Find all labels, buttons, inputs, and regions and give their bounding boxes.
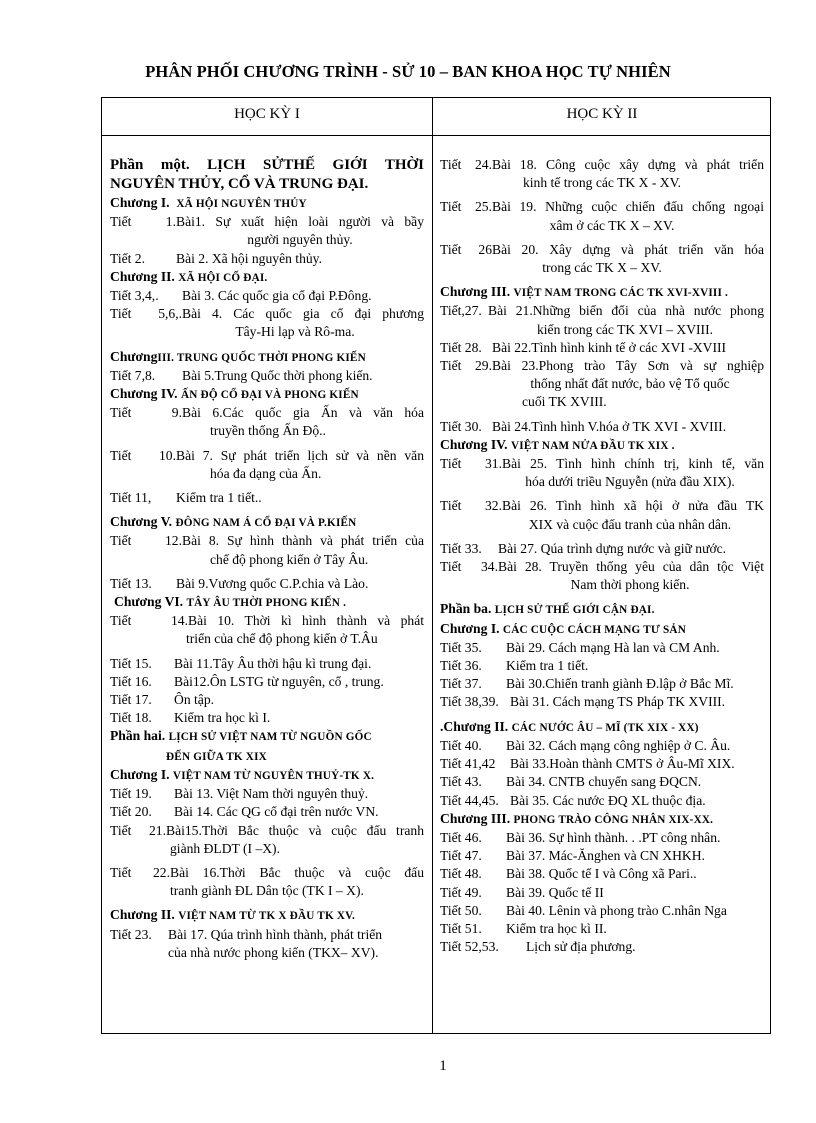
chapter-heading: .Chương II. CÁC NƯỚC ÂU – MĨ (TK XIX - XX) xyxy=(440,718,699,734)
chapter-heading: Chương VI. TÂY ÂU THỜI PHONG KIẾN . xyxy=(114,594,347,610)
page-number: 1 xyxy=(439,1058,447,1074)
part-heading: Phần hai. LỊCH SỬ VIỆT NAM TỪ NGUỒN GỐC xyxy=(110,728,372,744)
semester-1-header: HỌC KỲ I xyxy=(234,106,300,122)
lesson-item: Tiết 50. Bài 40. Lênin và phong trào C.nhân Nga xyxy=(440,902,727,918)
lesson-item: Tiết 15. Bài 11.Tây Âu thời hậu kì trung đại. xyxy=(110,655,372,671)
chapter-heading: Chương I. CÁC CUỘC CÁCH MẠNG TƯ SẢN xyxy=(440,620,686,636)
lesson-item: Tiết 44,45. Bài 35. Các nước ĐQ XL thuộc địa. xyxy=(440,792,706,808)
part-heading: Phần một. LỊCH SỬTHẾ GIỚI THỜI xyxy=(110,157,424,173)
lesson-item: Tiết 16. Bài12.Ôn LSTG từ nguyên, cổ , trung. xyxy=(110,673,384,689)
lesson-item-continued: tranh giành ĐL Dân tộc (TK I – X). xyxy=(170,883,364,899)
lesson-item: Tiết 33. Bài 27. Qúa trình dựng nước và giữ nước. xyxy=(440,540,727,556)
semester-2-header: HỌC KỲ II xyxy=(566,106,638,122)
lesson-item-continued: triển của chế độ phong kiến ở T.Âu xyxy=(186,631,378,647)
lesson-item: Tiết 47. Bài 37. Mác-Ănghen và CN XHKH. xyxy=(440,848,705,864)
lesson-item: Tiết 11, Kiểm tra 1 tiết.. xyxy=(110,490,262,506)
chapter-heading: Chương II. XÃ HỘI CỔ ĐẠI. xyxy=(110,268,268,284)
chapter-heading: Chương IV. VIỆT NAM NỬA ĐẦU TK XIX . xyxy=(440,436,675,452)
lesson-item-continued: của nhà nước phong kiến (TKX– XV). xyxy=(168,944,379,960)
lesson-item: Tiết 34. Bài 28. Truyền thống yêu của dân tộc Việt xyxy=(440,559,764,575)
lesson-item: Tiết 28. Bài 22.Tình hình kinh tế ở các XVI -XVIII xyxy=(440,339,727,355)
part-heading: ĐẾN GIỮA TK XIX xyxy=(166,750,267,763)
lesson-item: Tiết 25. Bài 19. Những cuộc chiến đấu chống ngoại xyxy=(440,199,764,215)
lesson-item-continued: xâm ở các TK X – XV. xyxy=(549,217,675,233)
lesson-item: Tiết 23. Bài 17. Qúa trình hình thành, phát triển xyxy=(110,926,383,942)
lesson-item: Tiết 40. Bài 32. Cách mạng công nghiệp ở C. Âu. xyxy=(440,737,731,753)
lesson-item: Tiết 49. Bài 39. Quốc tế II xyxy=(440,884,604,900)
lesson-item: Tiết 13. Bài 9.Vương quốc C.P.chia và Lào. xyxy=(110,575,369,591)
lesson-item: Tiết 26 Bài 20. Xây dựng và phát triển văn hóa xyxy=(440,241,764,257)
lesson-item: Tiết 22. Bài 16.Thời Bắc thuộc và cuộc đấu xyxy=(110,864,424,880)
lesson-item: Tiết 46. Bài 36. Sự hình thành. . .PT công nhân. xyxy=(440,829,721,845)
chapter-heading: Chương IV. ẤN ĐỘ CỔ ĐẠI VÀ PHONG KIẾN xyxy=(110,386,359,402)
part-heading: NGUYÊN THỦY, CỔ VÀ TRUNG ĐẠI. xyxy=(110,176,369,192)
lesson-item: Tiết 30. Bài 24.Tình hình V.hóa ở TK XVI - XVIII. xyxy=(440,418,727,434)
lesson-item-continued: Tây-Hi lạp và Rô-ma. xyxy=(235,324,355,340)
lesson-item: Tiết 52,53. Lịch sử địa phương. xyxy=(440,939,636,955)
chapter-heading: Chương V. ĐÔNG NAM Á CỔ ĐẠI VÀ P.KIẾN xyxy=(110,514,357,530)
lesson-item: Tiết 48. Bài 38. Quốc tế I và Công xã Pari.. xyxy=(440,866,697,882)
lesson-item: Tiết 37. Bài 30.Chiến tranh giành Đ.lập ở Bắc Mĩ. xyxy=(440,676,734,692)
lesson-item-continued: Nam thời phong kiến. xyxy=(570,577,690,593)
lesson-item: Tiết 7,8. Bài 5.Trung Quốc thời phong kiến. xyxy=(110,367,373,383)
lesson-item: Tiết 29. Bài 23.Phong trào Tây Sơn và sự nghiệp xyxy=(440,358,764,374)
lesson-item: Tiết 19. Bài 13. Việt Nam thời nguyên thuỷ. xyxy=(110,786,369,802)
lesson-item: Tiết 24. Bài 18. Công cuộc xây dựng và phát triển xyxy=(440,157,764,172)
page-title: PHÂN PHỐI CHƯƠNG TRÌNH - SỬ 10 – BAN KHOA HỌC TỰ NHIÊN xyxy=(145,62,671,81)
chapter-heading: Chương I. VIỆT NAM TỪ NGUYÊN THUỶ-TK X. xyxy=(110,766,375,782)
lesson-item: Tiết 3,4,. Bài 3. Các quốc gia cổ đại P.Đông. xyxy=(110,288,372,304)
lesson-item: Tiết 9. Bài 6.Các quốc gia Ấn và văn hóa xyxy=(110,405,424,421)
header-divider xyxy=(102,135,770,136)
curriculum-table xyxy=(101,97,771,1034)
lesson-item: Tiết 1. Bài1. Sự xuất hiện loài người và bầy xyxy=(110,214,424,230)
lesson-item: Tiết 41,42 Bài 33.Hoàn thành CMTS ở Âu-Mĩ XIX. xyxy=(440,756,735,772)
lesson-item-continued: truyền thống Ấn Độ.. xyxy=(210,423,326,439)
lesson-item: Tiết 38,39. Bài 31. Cách mạng TS Pháp TK XVIII. xyxy=(440,694,726,710)
lesson-item: Tiết 51. Kiểm tra học kì II. xyxy=(440,920,607,936)
lesson-item-continued: giành ĐLDT (I –X). xyxy=(170,840,280,856)
lesson-item: Tiết 35. Bài 29. Cách mạng Hà lan và CM Anh. xyxy=(440,639,720,655)
lesson-item: Tiết 14. Bài 10. Thời kì hình thành và phát xyxy=(110,613,424,629)
lesson-item-continued: hóa dưới triều Nguyễn (nửa đầu XIX). xyxy=(525,474,735,490)
part-heading: Phần ba. LỊCH SỬ THẾ GIỚI CẬN ĐẠI. xyxy=(440,601,655,617)
lesson-item-continued: trong các TK X – XV. xyxy=(542,260,662,276)
semester-1-column xyxy=(110,156,424,962)
lesson-item: Tiết 2. Bài 2. Xã hội nguyên thủy. xyxy=(110,250,322,266)
chapter-heading: Chương III. VIỆT NAM TRONG CÁC TK XVI-XVIII . xyxy=(440,284,729,300)
semester-2-column xyxy=(440,156,764,956)
lesson-item: Tiết 43. Bài 34. CNTB chuyển sang ĐQCN. xyxy=(440,774,702,790)
lesson-item: Tiết 17. Ôn tập. xyxy=(110,692,215,708)
lesson-item: Tiết 5,6,. Bài 4. Các quốc gia cổ đại phương xyxy=(110,306,424,322)
lesson-item: Tiết,27. Bài 21.Những biến đổi của nhà nước phong xyxy=(440,303,764,319)
chapter-heading: ChươngIII. TRUNG QUỐC THỜI PHONG KIẾN xyxy=(110,348,366,364)
lesson-item: Tiết 36. Kiểm tra 1 tiết. xyxy=(440,658,589,674)
lesson-item-continued: XIX và cuộc đấu tranh của nhân dân. xyxy=(528,516,732,532)
lesson-item-continued: cuối TK XVIII. xyxy=(522,394,607,410)
chapter-heading: Chương I. XÃ HỘI NGUYÊN THỦY xyxy=(110,195,307,210)
lesson-item-continued: kiến trong các TK XVI – XVIII. xyxy=(536,321,714,337)
column-divider xyxy=(432,98,433,1033)
lesson-item: Tiết 12. Bài 8. Sự hình thành và phát triển của xyxy=(110,533,424,549)
lesson-item: Tiết 21. Bài15.Thời Bắc thuộc và cuộc đấu tranh xyxy=(110,822,424,838)
lesson-item-continued: thống nhất đất nước, bảo vệ Tổ quốc xyxy=(530,376,730,392)
chapter-heading: Chương II. VIỆT NAM TỪ TK X ĐẦU TK XV. xyxy=(110,907,355,923)
lesson-item: Tiết 32. Bài 26. Tình hình xã hội ở nửa đầu TK xyxy=(440,498,764,514)
lesson-item: Tiết 10. Bài 7. Sự phát triển lịch sử và nền văn xyxy=(110,447,424,463)
lesson-item-continued: chế độ phong kiến ở Tây Âu. xyxy=(210,551,369,567)
lesson-item: Tiết 18. Kiểm tra học kì I. xyxy=(110,710,271,726)
lesson-item: Tiết 31. Bài 25. Tình hình chính trị, kinh tế, văn xyxy=(440,456,764,472)
lesson-item-continued: người nguyên thủy. xyxy=(247,232,353,248)
lesson-item: Tiết 20. Bài 14. Các QG cổ đại trên nước VN. xyxy=(110,804,379,820)
chapter-heading: Chương III. PHONG TRÀO CÔNG NHÂN XIX-XX. xyxy=(440,810,714,826)
lesson-item-continued: kinh tế trong các TK X - XV. xyxy=(522,175,682,191)
lesson-item-continued: hóa đa dạng của Ấn. xyxy=(210,465,322,481)
